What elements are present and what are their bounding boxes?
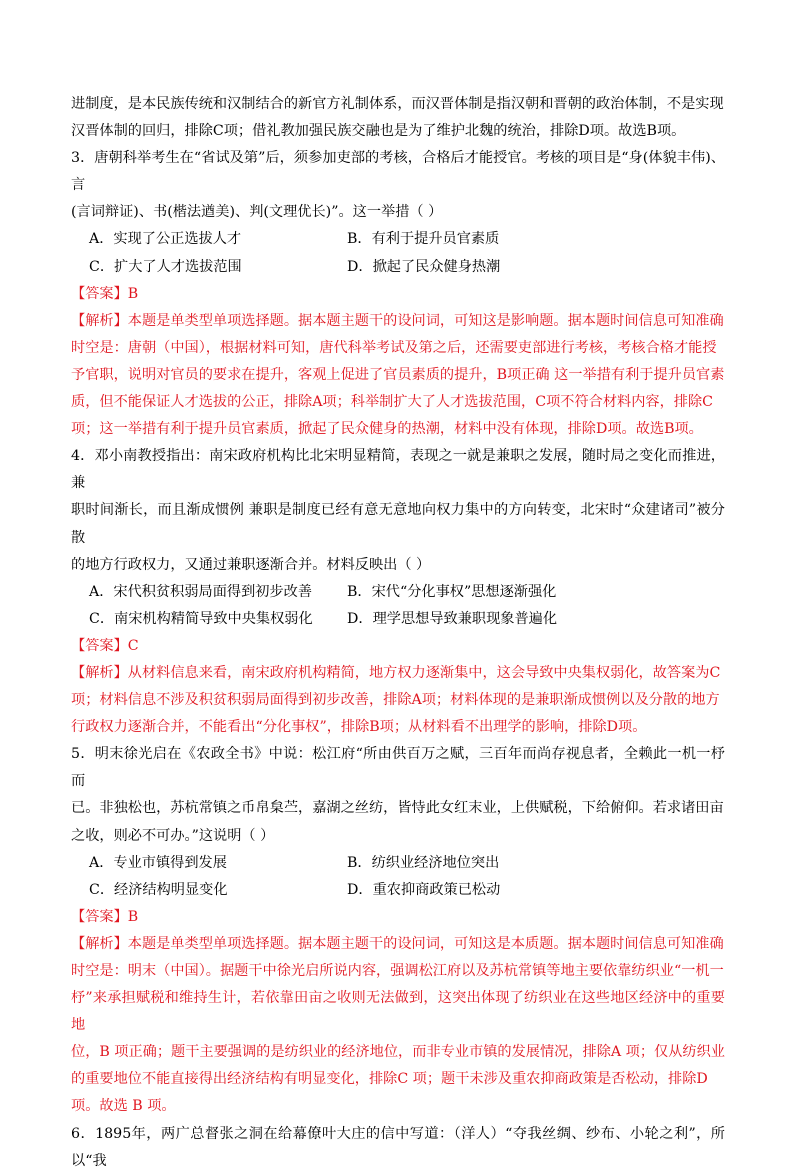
- q5-analysis-line: 位，B 项正确；题干主要强调的是纺织业的经济地位，而非专业市镇的发展情况，排除A 项；仅从纺织业: [71, 1044, 725, 1061]
- q5-option-a: A．专业市镇得到发展: [89, 854, 227, 871]
- q3-analysis-line: 予官职，说明对官员的要求在提升，客观上促进了官员素质的提升，B项正确 这一举措有利于提升员官素: [71, 366, 725, 383]
- q5-options: [71, 850, 725, 904]
- q3-option-b: B．有利于提升员官素质: [347, 231, 500, 248]
- q5-stem: 之收，则必不可办。”这说明（ ）: [71, 827, 275, 844]
- q3-analysis-line: 质，但不能保证人才选拔的公正，排除A项；科举制扩大了人才选拔范围，C项不符合材料内容，排除C: [71, 394, 714, 411]
- q4-stem: 职时间渐长，而且渐成惯例 兼职是制度已经有意无意地向权力集中的方向转变，北宋时“众建诸司”被分散: [71, 502, 725, 546]
- q5-analysis-line: 项。故选 B 项。: [71, 1098, 176, 1115]
- q3-options: [71, 226, 725, 280]
- answer-tag: 【答案】: [71, 908, 128, 925]
- q5-analysis: [71, 931, 725, 958]
- q5-option-d: D．重农抑商政策已松动: [347, 881, 501, 898]
- answer-tag: 【答案】: [71, 285, 128, 302]
- q3-analysis-line: 项；这一举措有利于提升员官素质，掀起了民众健身的热潮，材料中没有体现，排除D项。故选B项。: [71, 421, 703, 438]
- q5-analysis-line: 时空是：明末（中国）。据题干中徐光启所说内容，强调松江府以及苏杭常镇等地主要依靠纺织业“一机一: [71, 963, 724, 979]
- q4-option-a: A．宋代积贫积弱局面得到初步改善: [89, 583, 313, 600]
- analysis-tag: 【解析】: [71, 935, 128, 952]
- q5-analysis-line: 杼”来承担赋税和维持生计，若依靠田亩之收则无法做到，这突出体现了纺织业在这些地区经济中的重要地: [71, 990, 725, 1034]
- q5-option-b: B．纺织业经济地位突出: [347, 854, 500, 871]
- q3-answer: [71, 281, 725, 308]
- q2-analysis-line: 汉晋体制的回归，排除C项；借礼教加强民族交融也是为了维护北魏的统治，排除D项。故选B项。: [71, 123, 686, 140]
- q6-stem: 6．1895年，两广总督张之洞在给幕僚叶大庄的信中写道：（洋人）“夺我丝绸、纱布、小轮之利”，所以“我: [71, 1125, 725, 1169]
- answer-value: B: [127, 285, 139, 302]
- analysis-tag: 【解析】: [71, 312, 128, 329]
- q3-stem: 3．唐朝科举考生在“省试及第”后，须参加吏部的考核，合格后才能授官。考核的项目是“身(体貌丰伟)、言: [71, 150, 725, 194]
- page-content: [71, 91, 725, 1175]
- q4-analysis: [71, 660, 725, 687]
- analysis-text: 从材料信息来看，南宋政府机构精简，地方权力逐渐集中，这会导致中央集权弱化，故答案为C: [127, 664, 721, 681]
- analysis-tag: 【解析】: [71, 664, 128, 681]
- q3-analysis-line: 时空是：唐朝（中国），根据材料可知，唐代科举考试及第之后，还需要吏部进行考核，考核合格才能授: [71, 339, 717, 356]
- q3-analysis: [71, 308, 725, 335]
- q4-analysis-line: 项；材料信息不涉及积贫积弱局面得到初步改善，排除A项；材料体现的是兼职渐成惯例以及分散的地方: [71, 692, 720, 709]
- q4-stem: 4．邓小南教授指出：南宋政府机构比北宋明显精简，表现之一就是兼职之发展，随时局之变化而推进，兼: [71, 448, 725, 492]
- answer-value: C: [127, 637, 139, 654]
- analysis-text: 本题是单类型单项选择题。据本题主题干的设问词，可知这是本质题。据本题时间信息可知准确: [127, 935, 724, 952]
- q4-option-b: B．宋代“分化事权”思想逐渐强化: [347, 583, 557, 600]
- q3-option-d: D．掀起了民众健身热潮: [347, 258, 501, 275]
- q4-option-d: D．理学思想导致兼职现象普遍化: [347, 610, 558, 627]
- q5-analysis-line: 的重要地位不能直接得出经济结构有明显变化，排除C 项；题干未涉及重农抑商政策是否松动，排除D: [71, 1071, 708, 1088]
- answer-tag: 【答案】: [71, 637, 128, 654]
- q3-option-a: A．实现了公正选拔人才: [89, 231, 242, 248]
- q3-stem: (言词辩证)、书(楷法遒美)、判(文理优长)”。这一举措（ ）: [71, 204, 443, 221]
- q4-options: [71, 579, 725, 633]
- q5-option-c: C．经济结构明显变化: [89, 881, 228, 898]
- q5-stem: 5．明末徐光启在《农政全书》中说：松江府“所由供百万之赋，三百年而尚存视息者，全赖此一机一杼而: [71, 746, 725, 790]
- q4-stem: 的地方行政权力，又通过兼职逐渐合并。材料反映出（ ）: [71, 556, 431, 573]
- q5-answer: [71, 904, 725, 931]
- q4-analysis-line: 行政权力逐渐合并，不能看出“分化事权”，排除B项；从材料看不出理学的影响，排除D项。: [71, 719, 647, 736]
- analysis-text: 本题是单类型单项选择题。据本题主题干的设问词，可知这是影响题。据本题时间信息可知准确: [127, 312, 724, 329]
- q3-option-c: C．扩大了人才选拔范围: [89, 258, 242, 275]
- q4-answer: [71, 633, 725, 660]
- q4-option-c: C．南宋机构精简导致中央集权弱化: [89, 610, 313, 627]
- answer-value: B: [127, 908, 139, 925]
- q2-analysis-line: 进制度，是本民族传统和汉制结合的新官方礼制体系，而汉晋体制是指汉朝和晋朝的政治体制，不是实现: [71, 96, 724, 112]
- q5-stem: 已。非独松也，苏杭常镇之币帛枲苎，嘉湖之丝纺，皆恃此女红末业，上供赋税，下给俯仰。若求诸田亩: [71, 800, 724, 817]
